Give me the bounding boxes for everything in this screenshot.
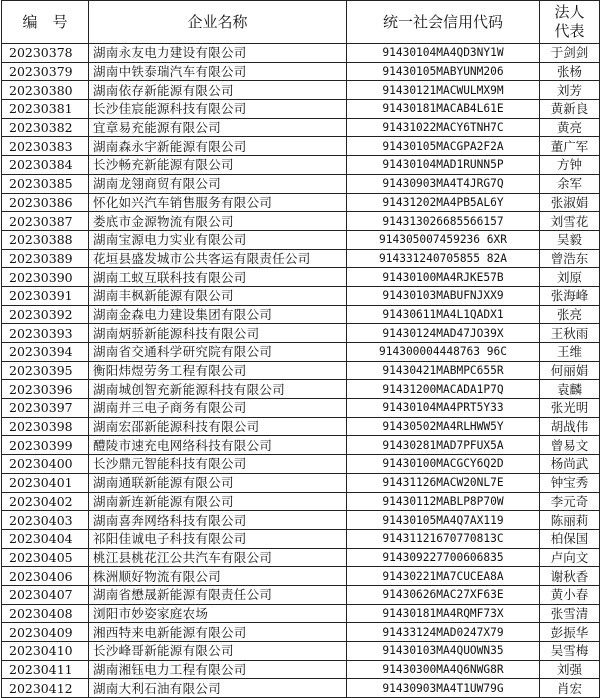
cell-credit-code: 91430626MAC27XF63E [347, 585, 540, 604]
cell-legal-rep: 吴毅 [540, 230, 600, 249]
cell-company-name: 湖南城创智充新能源科技有限公司 [89, 380, 347, 399]
cell-credit-code: 91430100MACGCY6Q2D [347, 455, 540, 474]
table-row [2, 436, 600, 455]
cell-company-name: 祁阳佳诚电子科技有限公司 [89, 529, 347, 548]
cell-company-name: 浏阳市妙姿家庭农场 [89, 604, 347, 623]
cell-number: 20230381 [2, 100, 89, 119]
cell-number: 20230379 [2, 62, 89, 81]
cell-company-name: 长沙鼎元智能科技有限公司 [89, 455, 347, 474]
table-row [2, 268, 600, 287]
header-legal-rep-line1: 法人 [554, 3, 585, 21]
table-row [2, 511, 600, 530]
cell-number: 20230386 [2, 193, 89, 212]
cell-legal-rep: 余军 [540, 174, 600, 193]
cell-legal-rep: 卢向文 [540, 548, 600, 567]
cell-company-name: 长沙佳宸能源科技有限公司 [89, 100, 347, 119]
cell-credit-code: 91430124MAD47JO39X [347, 324, 540, 343]
cell-legal-rep: 谢秋香 [540, 567, 600, 586]
cell-credit-code: 91431202MA4PB5AL6Y [347, 193, 540, 212]
cell-number: 20230378 [2, 44, 89, 63]
cell-legal-rep: 袁麟 [540, 380, 600, 399]
table-row [2, 156, 600, 175]
cell-number: 20230401 [2, 473, 89, 492]
cell-number: 20230382 [2, 118, 89, 137]
cell-legal-rep: 曾易文 [540, 436, 600, 455]
cell-legal-rep: 方钟 [540, 156, 600, 175]
header-row [2, 1, 600, 44]
cell-credit-code: 91430903MA4T4JRG7Q [347, 174, 540, 193]
cell-legal-rep: 吴雪梅 [540, 642, 600, 661]
cell-legal-rep: 张海峰 [540, 286, 600, 305]
cell-credit-code: 91430181MACAB4L61E [347, 100, 540, 119]
cell-credit-code: 914300004448763 96C [347, 343, 540, 362]
cell-legal-rep: 柏保国 [540, 529, 600, 548]
cell-company-name: 宜章易充能源有限公司 [89, 118, 347, 137]
cell-number: 20230383 [2, 137, 89, 156]
cell-number: 20230398 [2, 417, 89, 436]
cell-number: 20230403 [2, 511, 89, 530]
cell-company-name: 长沙畅充新能源有限公司 [89, 156, 347, 175]
cell-credit-code: 91430104MA4QD3NY1W [347, 44, 540, 63]
cell-company-name: 湖南金森电力建设集团有限公司 [89, 305, 347, 324]
cell-credit-code: 91430105MACGPA2F2A [347, 137, 540, 156]
cell-number: 20230391 [2, 286, 89, 305]
table-row [2, 230, 600, 249]
cell-company-name: 湖南湘钰电力工程有限公司 [89, 660, 347, 679]
header-legal-rep [540, 1, 600, 44]
header-company-name: 企业名称 [89, 1, 347, 44]
cell-credit-code: 91430281MAD7PFUX5A [347, 436, 540, 455]
cell-number: 20230392 [2, 305, 89, 324]
cell-legal-rep: 黄亮 [540, 118, 600, 137]
cell-company-name: 湖南新连新能源有限公司 [89, 492, 347, 511]
cell-company-name: 湖南省懋晟新能源有限责任公司 [89, 585, 347, 604]
table-row [2, 642, 600, 661]
cell-credit-code: 91430221MA7CUCEA8A [347, 567, 540, 586]
table-row [2, 343, 600, 362]
table-row [2, 305, 600, 324]
table-header [2, 1, 600, 44]
cell-company-name: 湖南森永宇新能源有限公司 [89, 137, 347, 156]
header-legal-rep-line2: 代表 [554, 22, 585, 40]
cell-company-name: 株洲顺好物流有限公司 [89, 567, 347, 586]
cell-company-name: 娄底市金源物流有限公司 [89, 212, 347, 231]
cell-credit-code: 91430121MACWULMX9M [347, 81, 540, 100]
table-row [2, 380, 600, 399]
cell-credit-code: 914309227700606835 [347, 548, 540, 567]
cell-number: 20230400 [2, 455, 89, 474]
cell-credit-code: 91433124MAD0247X79 [347, 623, 540, 642]
cell-number: 20230406 [2, 567, 89, 586]
cell-legal-rep: 董广军 [540, 137, 600, 156]
cell-credit-code: 91430181MA4RQMF73X [347, 604, 540, 623]
cell-credit-code: 91430112MABLP8P70W [347, 492, 540, 511]
cell-number: 20230409 [2, 623, 89, 642]
cell-legal-rep: 张淑娟 [540, 193, 600, 212]
cell-legal-rep: 张光明 [540, 399, 600, 418]
table-row [2, 212, 600, 231]
cell-legal-rep: 刘雪花 [540, 212, 600, 231]
table-row [2, 324, 600, 343]
cell-credit-code: 91430502MA4RLHWW5Y [347, 417, 540, 436]
cell-number: 20230385 [2, 174, 89, 193]
cell-number: 20230412 [2, 679, 89, 698]
cell-credit-code: 91430100MA4RJKE57B [347, 268, 540, 287]
cell-company-name: 湖南通联新能源有限公司 [89, 473, 347, 492]
cell-company-name: 湖南永友电力建设有限公司 [89, 44, 347, 63]
table-row [2, 62, 600, 81]
cell-legal-rep: 刘强 [540, 660, 600, 679]
table-row [2, 604, 600, 623]
cell-legal-rep: 陈丽莉 [540, 511, 600, 530]
cell-legal-rep: 王维 [540, 343, 600, 362]
cell-credit-code: 91430421MABMPC655R [347, 361, 540, 380]
table-row [2, 137, 600, 156]
cell-number: 20230410 [2, 642, 89, 661]
cell-number: 20230396 [2, 380, 89, 399]
cell-legal-rep: 杨尚武 [540, 455, 600, 474]
table-row [2, 455, 600, 474]
cell-credit-code: 914313026685566157 [347, 212, 540, 231]
cell-number: 20230407 [2, 585, 89, 604]
table-row [2, 660, 600, 679]
cell-company-name: 醴陵市速充电网络科技有限公司 [89, 436, 347, 455]
cell-legal-rep: 何丽娟 [540, 361, 600, 380]
cell-company-name: 湖南依存新能源有限公司 [89, 81, 347, 100]
cell-credit-code: 914305007459236 6XR [347, 230, 540, 249]
cell-company-name: 怀化如兴汽车销售服务有限公司 [89, 193, 347, 212]
table-row [2, 567, 600, 586]
cell-number: 20230397 [2, 399, 89, 418]
cell-number: 20230388 [2, 230, 89, 249]
cell-company-name: 湖南丰枫新能源有限公司 [89, 286, 347, 305]
cell-company-name: 桃江县桃花江公共汽车有限公司 [89, 548, 347, 567]
cell-legal-rep: 张雪清 [540, 604, 600, 623]
cell-credit-code: 91430300MA4Q6NWG8R [347, 660, 540, 679]
enterprise-table [1, 0, 600, 698]
table-row [2, 548, 600, 567]
cell-number: 20230380 [2, 81, 89, 100]
table-row [2, 492, 600, 511]
cell-legal-rep: 彭振华 [540, 623, 600, 642]
cell-company-name: 湖南宝源电力实业有限公司 [89, 230, 347, 249]
cell-company-name: 湖南宏邵新能源科技有限公司 [89, 417, 347, 436]
table-row [2, 529, 600, 548]
cell-number: 20230389 [2, 249, 89, 268]
cell-credit-code: 914331240705855 82A [347, 249, 540, 268]
cell-credit-code: 91430903MA4T1UW79G [347, 679, 540, 698]
header-number: 编 号 [2, 1, 89, 44]
cell-legal-rep: 钟宝秀 [540, 473, 600, 492]
cell-credit-code: 91430105MA4Q7AX119 [347, 511, 540, 530]
cell-credit-code: 91430104MAD1RUNN5P [347, 156, 540, 175]
cell-number: 20230387 [2, 212, 89, 231]
cell-company-name: 湘西特来电新能源有限公司 [89, 623, 347, 642]
cell-credit-code: 91430103MA4QUOWN35 [347, 642, 540, 661]
table-row [2, 44, 600, 63]
cell-legal-rep: 黄小春 [540, 585, 600, 604]
cell-number: 20230408 [2, 604, 89, 623]
cell-credit-code: 91430105MABYUNM206 [347, 62, 540, 81]
cell-legal-rep: 刘原 [540, 268, 600, 287]
cell-credit-code: 91430104MA4PRT5Y33 [347, 399, 540, 418]
cell-legal-rep: 黄新良 [540, 100, 600, 119]
cell-number: 20230405 [2, 548, 89, 567]
cell-number: 20230384 [2, 156, 89, 175]
cell-company-name: 湖南省交通科学研究院有限公司 [89, 343, 347, 362]
cell-number: 20230390 [2, 268, 89, 287]
cell-legal-rep: 张杨 [540, 62, 600, 81]
cell-legal-rep: 于剑剑 [540, 44, 600, 63]
table-row [2, 623, 600, 642]
table-row [2, 193, 600, 212]
table-row [2, 473, 600, 492]
cell-credit-code: 91431121670770813C [347, 529, 540, 548]
cell-credit-code: 91430103MABUFNJXX9 [347, 286, 540, 305]
cell-legal-rep: 李元奇 [540, 492, 600, 511]
table-row [2, 417, 600, 436]
table-row [2, 286, 600, 305]
cell-company-name: 湖南工蚁互联科技有限公司 [89, 268, 347, 287]
cell-company-name: 长沙峰哥新能源有限公司 [89, 642, 347, 661]
cell-company-name: 衡阳炜煜劳务工程有限公司 [89, 361, 347, 380]
cell-number: 20230402 [2, 492, 89, 511]
header-credit-code: 统一社会信用代码 [347, 1, 540, 44]
table-row [2, 174, 600, 193]
table-row [2, 679, 600, 698]
cell-company-name: 湖南并三电子商务有限公司 [89, 399, 347, 418]
cell-number: 20230394 [2, 343, 89, 362]
table-body [2, 44, 600, 698]
cell-legal-rep: 肖宏 [540, 679, 600, 698]
cell-company-name: 湖南喜奔网络科技有限公司 [89, 511, 347, 530]
cell-company-name: 湖南大利石油有限公司 [89, 679, 347, 698]
table-row [2, 81, 600, 100]
cell-number: 20230393 [2, 324, 89, 343]
cell-credit-code: 91431022MACY6TNH7C [347, 118, 540, 137]
cell-number: 20230399 [2, 436, 89, 455]
cell-company-name: 湖南龙翎商贸有限公司 [89, 174, 347, 193]
cell-credit-code: 91431200MACADA1P7Q [347, 380, 540, 399]
cell-company-name: 湖南中铁泰瑞汽车有限公司 [89, 62, 347, 81]
table-row [2, 118, 600, 137]
cell-legal-rep: 王秋雨 [540, 324, 600, 343]
table-row [2, 399, 600, 418]
cell-credit-code: 91430611MA4L1QADX1 [347, 305, 540, 324]
cell-company-name: 花垣县盛发城市公共客运有限责任公司 [89, 249, 347, 268]
cell-number: 20230395 [2, 361, 89, 380]
cell-legal-rep: 张亮 [540, 305, 600, 324]
cell-legal-rep: 刘芳 [540, 81, 600, 100]
cell-credit-code: 91431126MACW20NL7E [347, 473, 540, 492]
table-row [2, 361, 600, 380]
cell-legal-rep: 曾浩东 [540, 249, 600, 268]
cell-company-name: 湖南炳骄新能源科技有限公司 [89, 324, 347, 343]
table-row [2, 100, 600, 119]
cell-number: 20230411 [2, 660, 89, 679]
cell-legal-rep: 胡战伟 [540, 417, 600, 436]
table-row [2, 585, 600, 604]
cell-number: 20230404 [2, 529, 89, 548]
table-row [2, 249, 600, 268]
